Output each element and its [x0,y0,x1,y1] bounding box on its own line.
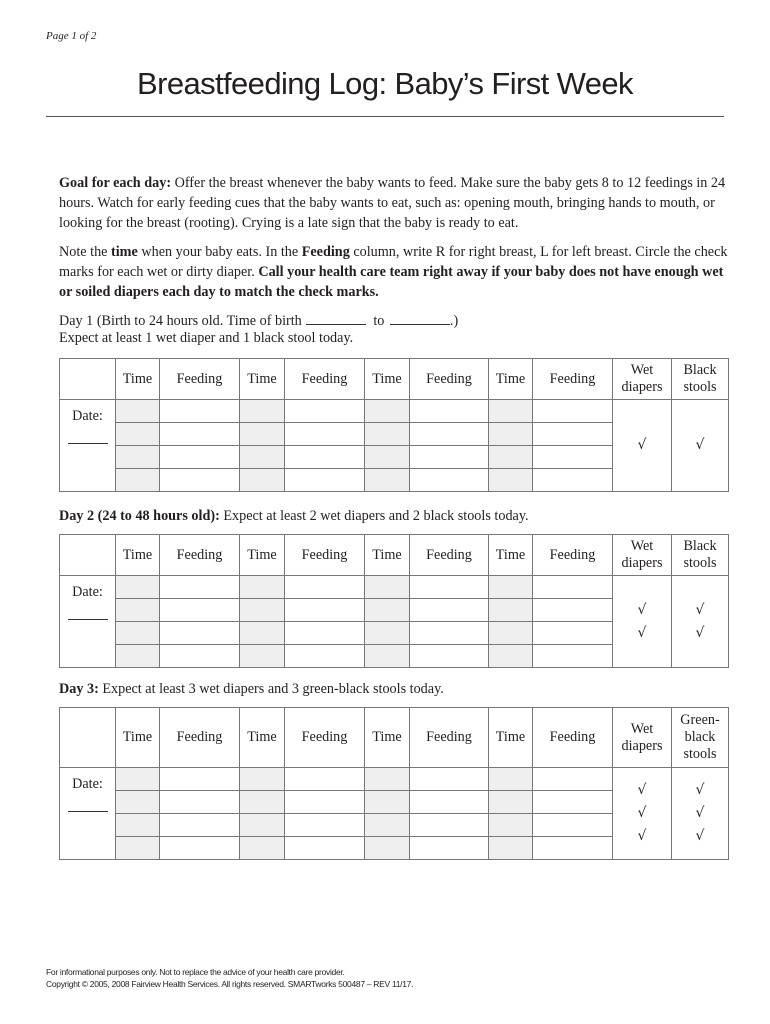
feeding-cell[interactable] [285,423,365,446]
time-cell[interactable] [240,400,285,423]
feeding-header: Feeding [410,708,489,768]
feeding-cell[interactable] [410,469,489,492]
feeding-cell[interactable] [285,814,365,837]
time-cell[interactable] [240,768,285,791]
feeding-cell[interactable] [160,837,240,860]
time-cell[interactable] [116,469,160,492]
time-header: Time [240,535,285,576]
time-header: Time [116,535,160,576]
day1-heading [59,312,458,330]
time-cell[interactable] [116,446,160,469]
time-cell[interactable] [365,446,410,469]
feeding-cell[interactable] [285,446,365,469]
feeding-header: Feeding [533,708,613,768]
note-text-3: column, write R for right breast, L for left breast. Circle the check marks for each wet or dirty diaper. [59,244,728,280]
time-cell[interactable] [489,400,533,423]
time-cell[interactable] [116,768,160,791]
feeding-header: Feeding [285,708,365,768]
feeding-header: Feeding [160,359,240,400]
date-cell[interactable] [60,400,116,492]
time-cell[interactable] [365,400,410,423]
time-cell[interactable] [489,423,533,446]
time-cell[interactable] [116,622,160,645]
date-blank [68,431,108,444]
time-cell[interactable] [489,446,533,469]
day1-heading-end: .) [449,313,459,329]
time-cell[interactable] [240,576,285,599]
date-label: Date: [72,408,103,424]
time-cell[interactable] [116,837,160,860]
time-cell[interactable] [240,791,285,814]
feeding-cell[interactable] [285,622,365,645]
time-cell[interactable] [365,622,410,645]
day2-heading-text: Expect at least 2 wet diapers and 2 black stools today. [219,508,529,524]
date-label: Date: [72,776,103,792]
time-cell[interactable] [365,768,410,791]
feeding-cell[interactable] [410,837,489,860]
feeding-cell[interactable] [410,768,489,791]
time-cell[interactable] [240,423,285,446]
day3-heading-text: Expect at least 3 wet diapers and 3 green-black stools today. [98,681,444,697]
feeding-cell[interactable] [533,576,613,599]
goal-paragraph [59,173,731,233]
feeding-cell[interactable] [160,576,240,599]
note-text-1: Note the [59,244,112,260]
check-mark[interactable]: √ [637,828,647,844]
time-header: Time [489,708,533,768]
feeding-header: Feeding [410,359,489,400]
day1-heading-label: Day 1 (Birth to 24 hours old. Time of birth [59,313,302,329]
feeding-cell[interactable] [285,791,365,814]
feeding-cell[interactable] [285,469,365,492]
time-cell[interactable] [489,576,533,599]
feeding-cell[interactable] [533,469,613,492]
note-time-word: time [111,244,138,260]
check-mark[interactable]: √ [637,805,647,821]
day2-log-table [59,534,729,668]
time-cell[interactable] [116,814,160,837]
check-mark[interactable]: √ [637,782,647,798]
feeding-cell[interactable] [533,400,613,423]
feeding-header: Feeding [160,535,240,576]
footer [46,966,413,990]
feeding-cell[interactable] [410,814,489,837]
date-cell[interactable] [60,576,116,668]
goal-label: Goal for each day: [59,175,172,191]
feeding-cell[interactable] [160,768,240,791]
time-header: Time [489,535,533,576]
time-header: Time [489,359,533,400]
feeding-cell[interactable] [160,622,240,645]
stools-header: Black stools [672,359,729,400]
time-cell[interactable] [240,446,285,469]
time-cell[interactable] [240,622,285,645]
time-cell[interactable] [240,599,285,622]
wet-diaper-checks[interactable] [613,400,672,492]
feeding-cell[interactable] [160,645,240,668]
feeding-cell[interactable] [533,837,613,860]
time-cell[interactable] [240,837,285,860]
check-mark[interactable]: √ [695,601,705,618]
stools-header: Black stools [672,535,729,576]
check-mark[interactable]: √ [695,624,705,641]
date-label: Date: [72,584,103,600]
feeding-cell[interactable] [410,446,489,469]
date-header [60,708,116,768]
day2-heading [59,507,529,525]
time-cell[interactable] [365,599,410,622]
feeding-cell[interactable] [160,814,240,837]
note-feeding-word: Feeding [301,244,350,260]
feeding-cell[interactable] [533,791,613,814]
check-mark[interactable]: √ [695,805,705,821]
day2-heading-label: Day 2 (24 to 48 hours old): [59,508,220,524]
time-cell[interactable] [116,423,160,446]
check-mark[interactable]: √ [637,437,647,453]
time-header: Time [365,359,410,400]
time-cell[interactable] [116,576,160,599]
feeding-header: Feeding [285,359,365,400]
feeding-cell[interactable] [410,423,489,446]
stools-header: Green- black stools [672,708,729,768]
wet-diapers-header: Wet diapers [613,708,672,768]
time-header: Time [116,708,160,768]
feeding-cell[interactable] [285,599,365,622]
feeding-cell[interactable] [410,791,489,814]
date-blank [68,607,108,620]
time-cell[interactable] [240,814,285,837]
day1-heading-to: to [373,313,385,329]
day1-subtext: Expect at least 1 wet diaper and 1 black stool today. [59,330,354,346]
time-cell[interactable] [489,469,533,492]
time-cell[interactable] [365,791,410,814]
note-text-2: when your baby eats. In the [137,244,302,260]
time-cell[interactable] [365,469,410,492]
feeding-cell[interactable] [533,622,613,645]
feeding-cell[interactable] [160,400,240,423]
day3-log-table [59,707,729,860]
time-cell[interactable] [489,814,533,837]
check-mark[interactable]: √ [637,624,647,641]
time-cell[interactable] [116,791,160,814]
feeding-cell[interactable] [533,599,613,622]
feeding-cell[interactable] [285,645,365,668]
time-header: Time [240,359,285,400]
feeding-cell[interactable] [410,622,489,645]
feeding-cell[interactable] [285,400,365,423]
time-cell[interactable] [365,423,410,446]
feeding-cell[interactable] [410,400,489,423]
feeding-cell[interactable] [285,768,365,791]
footer-copyright: Copyright © 2005, 2008 Fairview Health Services. All rights reserved. SMARTworks 500487 – REV 11/17. [46,979,414,989]
time-cell[interactable] [489,599,533,622]
wet-diapers-header: Wet diapers [613,359,672,400]
check-mark[interactable]: √ [695,782,705,798]
time-header: Time [365,708,410,768]
footer-disclaimer: For informational purposes only. Not to replace the advice of your health care provider. [46,967,345,977]
feeding-cell[interactable] [410,576,489,599]
check-mark[interactable]: √ [695,437,705,453]
page-number: Page 1 of 2 [46,30,97,42]
feeding-cell[interactable] [285,837,365,860]
title-divider [46,116,724,117]
wet-diaper-checks[interactable] [613,576,672,668]
day3-heading [59,680,444,698]
stool-checks[interactable] [672,400,729,492]
time-cell[interactable] [365,645,410,668]
check-mark[interactable]: √ [695,828,705,844]
time-cell[interactable] [116,599,160,622]
stool-checks[interactable] [672,768,729,860]
time-cell[interactable] [365,814,410,837]
feeding-cell[interactable] [160,599,240,622]
time-header: Time [240,708,285,768]
feeding-cell[interactable] [160,469,240,492]
feeding-header: Feeding [410,535,489,576]
feeding-cell[interactable] [285,576,365,599]
birth-time-start-blank[interactable] [306,312,366,325]
time-cell[interactable] [365,837,410,860]
time-header: Time [116,359,160,400]
feeding-header: Feeding [533,535,613,576]
birth-time-end-blank[interactable] [390,312,450,325]
time-cell[interactable] [116,400,160,423]
goal-text: Offer the breast whenever the baby wants to feed. Make sure the baby gets 8 to 12 feedings in 24 hours. Watch for early feeding cues that the baby wants to eat, such as: opening mouth, bringing hands to mouth, or looking for the breast (rooting). Crying is a late sign that the baby is ready to eat. [59,175,726,231]
wet-diaper-checks[interactable] [613,768,672,860]
note-warning: Call your health care team right away if your baby does not have enough wet or soiled diapers each day to match the check marks. [59,264,724,300]
check-mark[interactable]: √ [637,601,647,618]
feeding-header: Feeding [285,535,365,576]
date-blank [68,799,108,812]
page-title: Breastfeeding Log: Baby’s First Week [137,66,633,101]
time-cell[interactable] [489,791,533,814]
time-cell[interactable] [489,768,533,791]
time-cell[interactable] [489,622,533,645]
stool-checks[interactable] [672,576,729,668]
feeding-cell[interactable] [410,599,489,622]
date-header [60,535,116,576]
wet-diapers-header: Wet diapers [613,535,672,576]
time-cell[interactable] [489,837,533,860]
feeding-header: Feeding [533,359,613,400]
time-cell[interactable] [240,469,285,492]
feeding-cell[interactable] [160,791,240,814]
note-paragraph [59,242,731,302]
date-cell[interactable] [60,768,116,860]
time-cell[interactable] [365,576,410,599]
feeding-cell[interactable] [533,423,613,446]
feeding-cell[interactable] [410,645,489,668]
feeding-cell[interactable] [533,645,613,668]
time-cell[interactable] [489,645,533,668]
date-header [60,359,116,400]
time-cell[interactable] [116,645,160,668]
feeding-cell[interactable] [160,423,240,446]
feeding-cell[interactable] [533,814,613,837]
time-header: Time [365,535,410,576]
feeding-cell[interactable] [533,768,613,791]
day3-heading-label: Day 3: [59,681,99,697]
day1-log-table [59,358,729,492]
feeding-cell[interactable] [533,446,613,469]
time-cell[interactable] [240,645,285,668]
feeding-cell[interactable] [160,446,240,469]
feeding-header: Feeding [160,708,240,768]
